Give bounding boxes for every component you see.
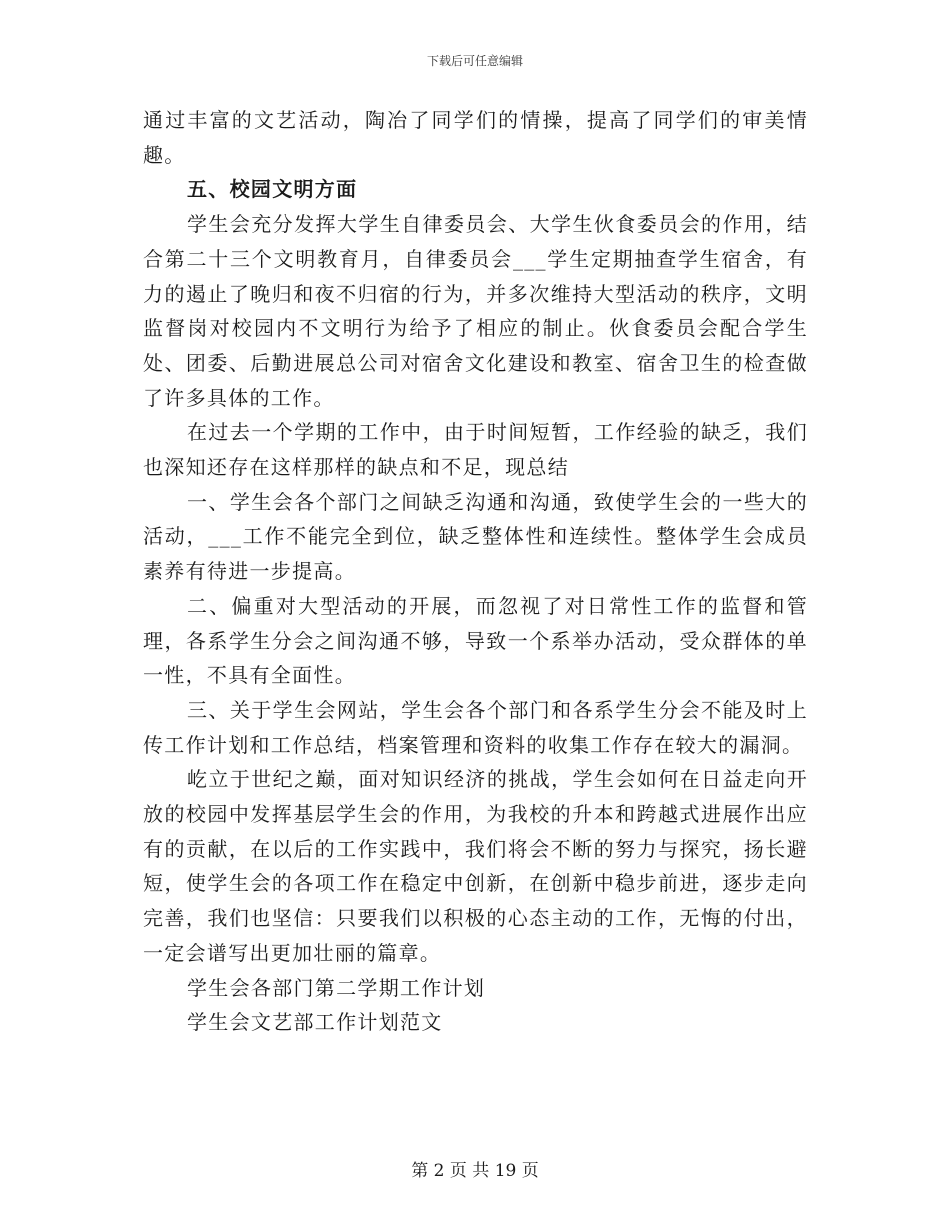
related-title-2: 学生会文艺部工作计划范文 — [187, 1010, 443, 1035]
header-note: 下载后可任意编辑 — [426, 54, 523, 68]
section-heading-campus-civility: 五、校园文明方面 — [187, 177, 358, 202]
paragraph-conclusion: 屹立于世纪之巅，面对知识经济的挑战，学生会如何在日益走向开放的校园中发挥基层学生会的作用，为我校的升本和跨越式进展作出应有的贡献，在以后的工作实践中，我们将会不断的努力与探究，扬长避短，使学生会的各项工作在稳定中创新，在创新中稳步前进，逐步走向完善，我们也坚信：只要我们以积极的心态主动的工作，无悔的付出，一定会谱写出更加壮丽的篇章。 — [143, 767, 808, 965]
document-body — [143, 103, 808, 1040]
paragraph-continuation: 通过丰富的文艺活动，陶冶了同学们的情操，提高了同学们的审美情趣。 — [143, 108, 808, 167]
page-number: 第 2 页 共 19 页 — [411, 1161, 539, 1181]
paragraph-shortcoming-1: 一、学生会各个部门之间缺乏沟通和沟通，致使学生会的一些大的活动，___工作不能完全到位，缺乏整体性和连续性。整体学生会成员素养有待进一步提高。 — [143, 489, 808, 584]
paragraph-shortcoming-3: 三、关于学生会网站，学生会各个部门和各系学生分会不能及时上传工作计划和工作总结，档案管理和资料的收集工作存在较大的漏洞。 — [143, 697, 808, 757]
paragraph-summary-intro: 在过去一个学期的工作中，由于时间短暂，工作经验的缺乏，我们也深知还存在这样那样的缺点和不足，现总结 — [143, 420, 808, 480]
paragraph-shortcoming-2: 二、偏重对大型活动的开展，而忽视了对日常性工作的监督和管理，各系学生分会之间沟通不够，导致一个系举办活动，受众群体的单一性，不具有全面性。 — [143, 593, 808, 688]
paragraph-self-discipline-committee: 学生会充分发挥大学生自律委员会、大学生伙食委员会的作用，结合第二十三个文明教育月，自律委员会___学生定期抽查学生宿舍，有力的遏止了晚归和夜不归宿的行为，并多次维持大型活动的秩序，文明监督岗对校园内不文明行为给予了相应的制止。伙食委员会配合学生处、团委、后勤进展总公司对宿舍文化建设和教室、宿舍卫生的检查做了许多具体的工作。 — [143, 212, 808, 410]
related-title-1: 学生会各部门第二学期工作计划 — [187, 975, 486, 1000]
